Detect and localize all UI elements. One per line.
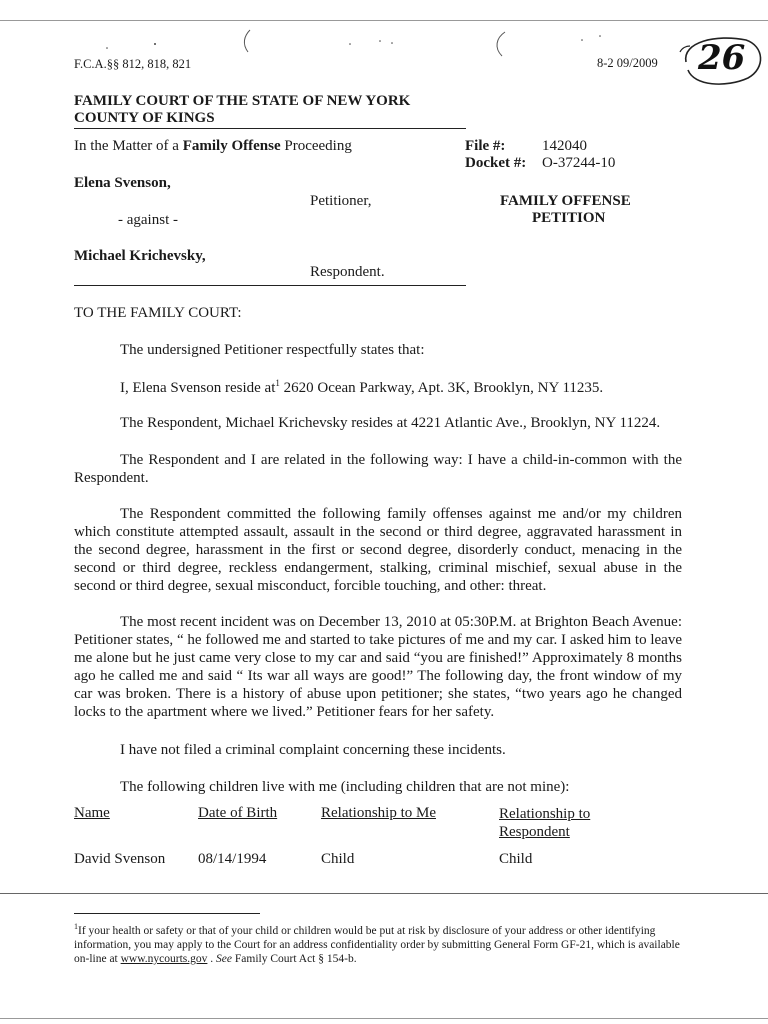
relationship-text: The Respondent and I are related in the following way: I have a child-in-common with the Respondent.: [74, 452, 682, 486]
docket-number-label: Docket #:: [465, 155, 527, 171]
child-relationship-respondent: Child: [499, 851, 533, 867]
paragraph-relationship: [74, 451, 682, 487]
petitioner-name: Elena Svenson,: [74, 175, 171, 191]
matter-line: [74, 138, 352, 155]
offenses-text: The Respondent committed the following family offenses against me and/or my children which constitute attempted assault, assault in the second or third degree, aggravated harassment in the second degree, harassment in the first or second degree, disorderly conduct, menacing in the second or third degree, reckless endangerment, stalking, criminal mischief, sexual abuse in the second or third degree, sexual misconduct, forcible touching, and other: threat.: [74, 506, 682, 594]
form-code: 8-2 09/2009: [597, 56, 658, 70]
file-number-value: 142040: [542, 138, 587, 154]
col-header-relationship-me: Relationship to Me: [321, 805, 436, 821]
footnote-text-separator: .: [207, 952, 217, 965]
handwritten-page-stamp: [676, 30, 766, 90]
document-title-line2: PETITION: [532, 210, 606, 226]
docket-number-value: O-37244-10: [542, 155, 616, 171]
paragraph-incident: [74, 613, 682, 721]
against-label: - against -: [118, 212, 178, 228]
matter-prefix: In the Matter of a: [74, 138, 183, 154]
petitioner-role: Petitioner,: [310, 193, 372, 209]
paragraph-respondent-address: The Respondent, Michael Krichevsky resides at 4221 Atlantic Ave., Brooklyn, NY 11224.: [120, 415, 661, 431]
paragraph-petitioner-address: [120, 378, 603, 397]
nycourts-link[interactable]: www.nycourts.gov: [120, 952, 208, 965]
respondent-role: Respondent.: [310, 264, 385, 280]
footnote-text: If your health or safety or that of your child or children would be put at risk by disclosure of your address or other identifying information, you may apply to the Court for an address confidentiality order by submitting General Form GF-21, which is available on-line at: [74, 924, 680, 965]
child-name: David Svenson: [74, 851, 166, 867]
child-relationship-me: Child: [321, 851, 355, 867]
statute-reference: F.C.A.§§ 812, 818, 821: [74, 57, 192, 71]
petitioner-address: 2620 Ocean Parkway, Apt. 3K, Brooklyn, NY 11235.: [279, 380, 604, 396]
col-header-relationship-respondent: Relationship to Respondent: [499, 806, 591, 840]
bottom-border-line: [0, 1018, 768, 1019]
file-number-label: File #:: [465, 138, 506, 154]
stamp-number: 26: [698, 38, 746, 78]
col-header-dob: Date of Birth: [198, 805, 278, 821]
scan-marks: [0, 0, 768, 60]
child-dob: 08/14/1994: [198, 851, 267, 867]
court-county: COUNTY OF KINGS: [74, 110, 215, 126]
paragraph-children-intro: The following children live with me (including children that are not mine):: [120, 779, 570, 795]
respondent-name: Michael Krichevsky,: [74, 248, 206, 264]
document-title-line1: FAMILY OFFENSE: [500, 193, 631, 209]
footnote: [74, 920, 684, 966]
court-name: FAMILY COURT OF THE STATE OF NEW YORK: [74, 93, 411, 109]
caption-bottom-rule: [74, 285, 466, 286]
paragraph-offenses: [74, 505, 682, 595]
paragraph-no-complaint: I have not filed a criminal complaint concerning these incidents.: [120, 742, 506, 758]
col-header-name: Name: [74, 805, 110, 821]
caption-top-rule: [74, 128, 466, 129]
petitioner-address-lead: I, Elena Svenson reside at: [120, 380, 276, 396]
footnote-text-end: Family Court Act § 154-b.: [232, 952, 357, 965]
paragraph-intro: The undersigned Petitioner respectfully states that:: [120, 342, 425, 358]
footnote-see: See: [216, 952, 232, 965]
matter-type: Family Offense: [182, 138, 281, 154]
footnote-separator: [74, 913, 260, 914]
matter-suffix: Proceeding: [280, 138, 352, 154]
page-divider: [0, 893, 768, 894]
incident-text: The most recent incident was on December 13, 2010 at 05:30P.M. at Brighton Beach Avenue: Petitioner states, “ he followed me and started to take pictures of me and my car. I asked him to leave me alone but he just came very close to my car and said “you are finished!” Approximately 8 months ago he called me and said “ Its war all ways are good!” The following day, the front window of my car was broken. There is a history of abuse upon petitioner; she states, “two years ago he changed locks to the apartment where we lived.” Petitioner fears for her safety.: [74, 614, 682, 720]
salutation: TO THE FAMILY COURT:: [74, 305, 242, 321]
footnote-number: 1: [74, 922, 78, 931]
footnote-marker: 1: [275, 378, 280, 388]
